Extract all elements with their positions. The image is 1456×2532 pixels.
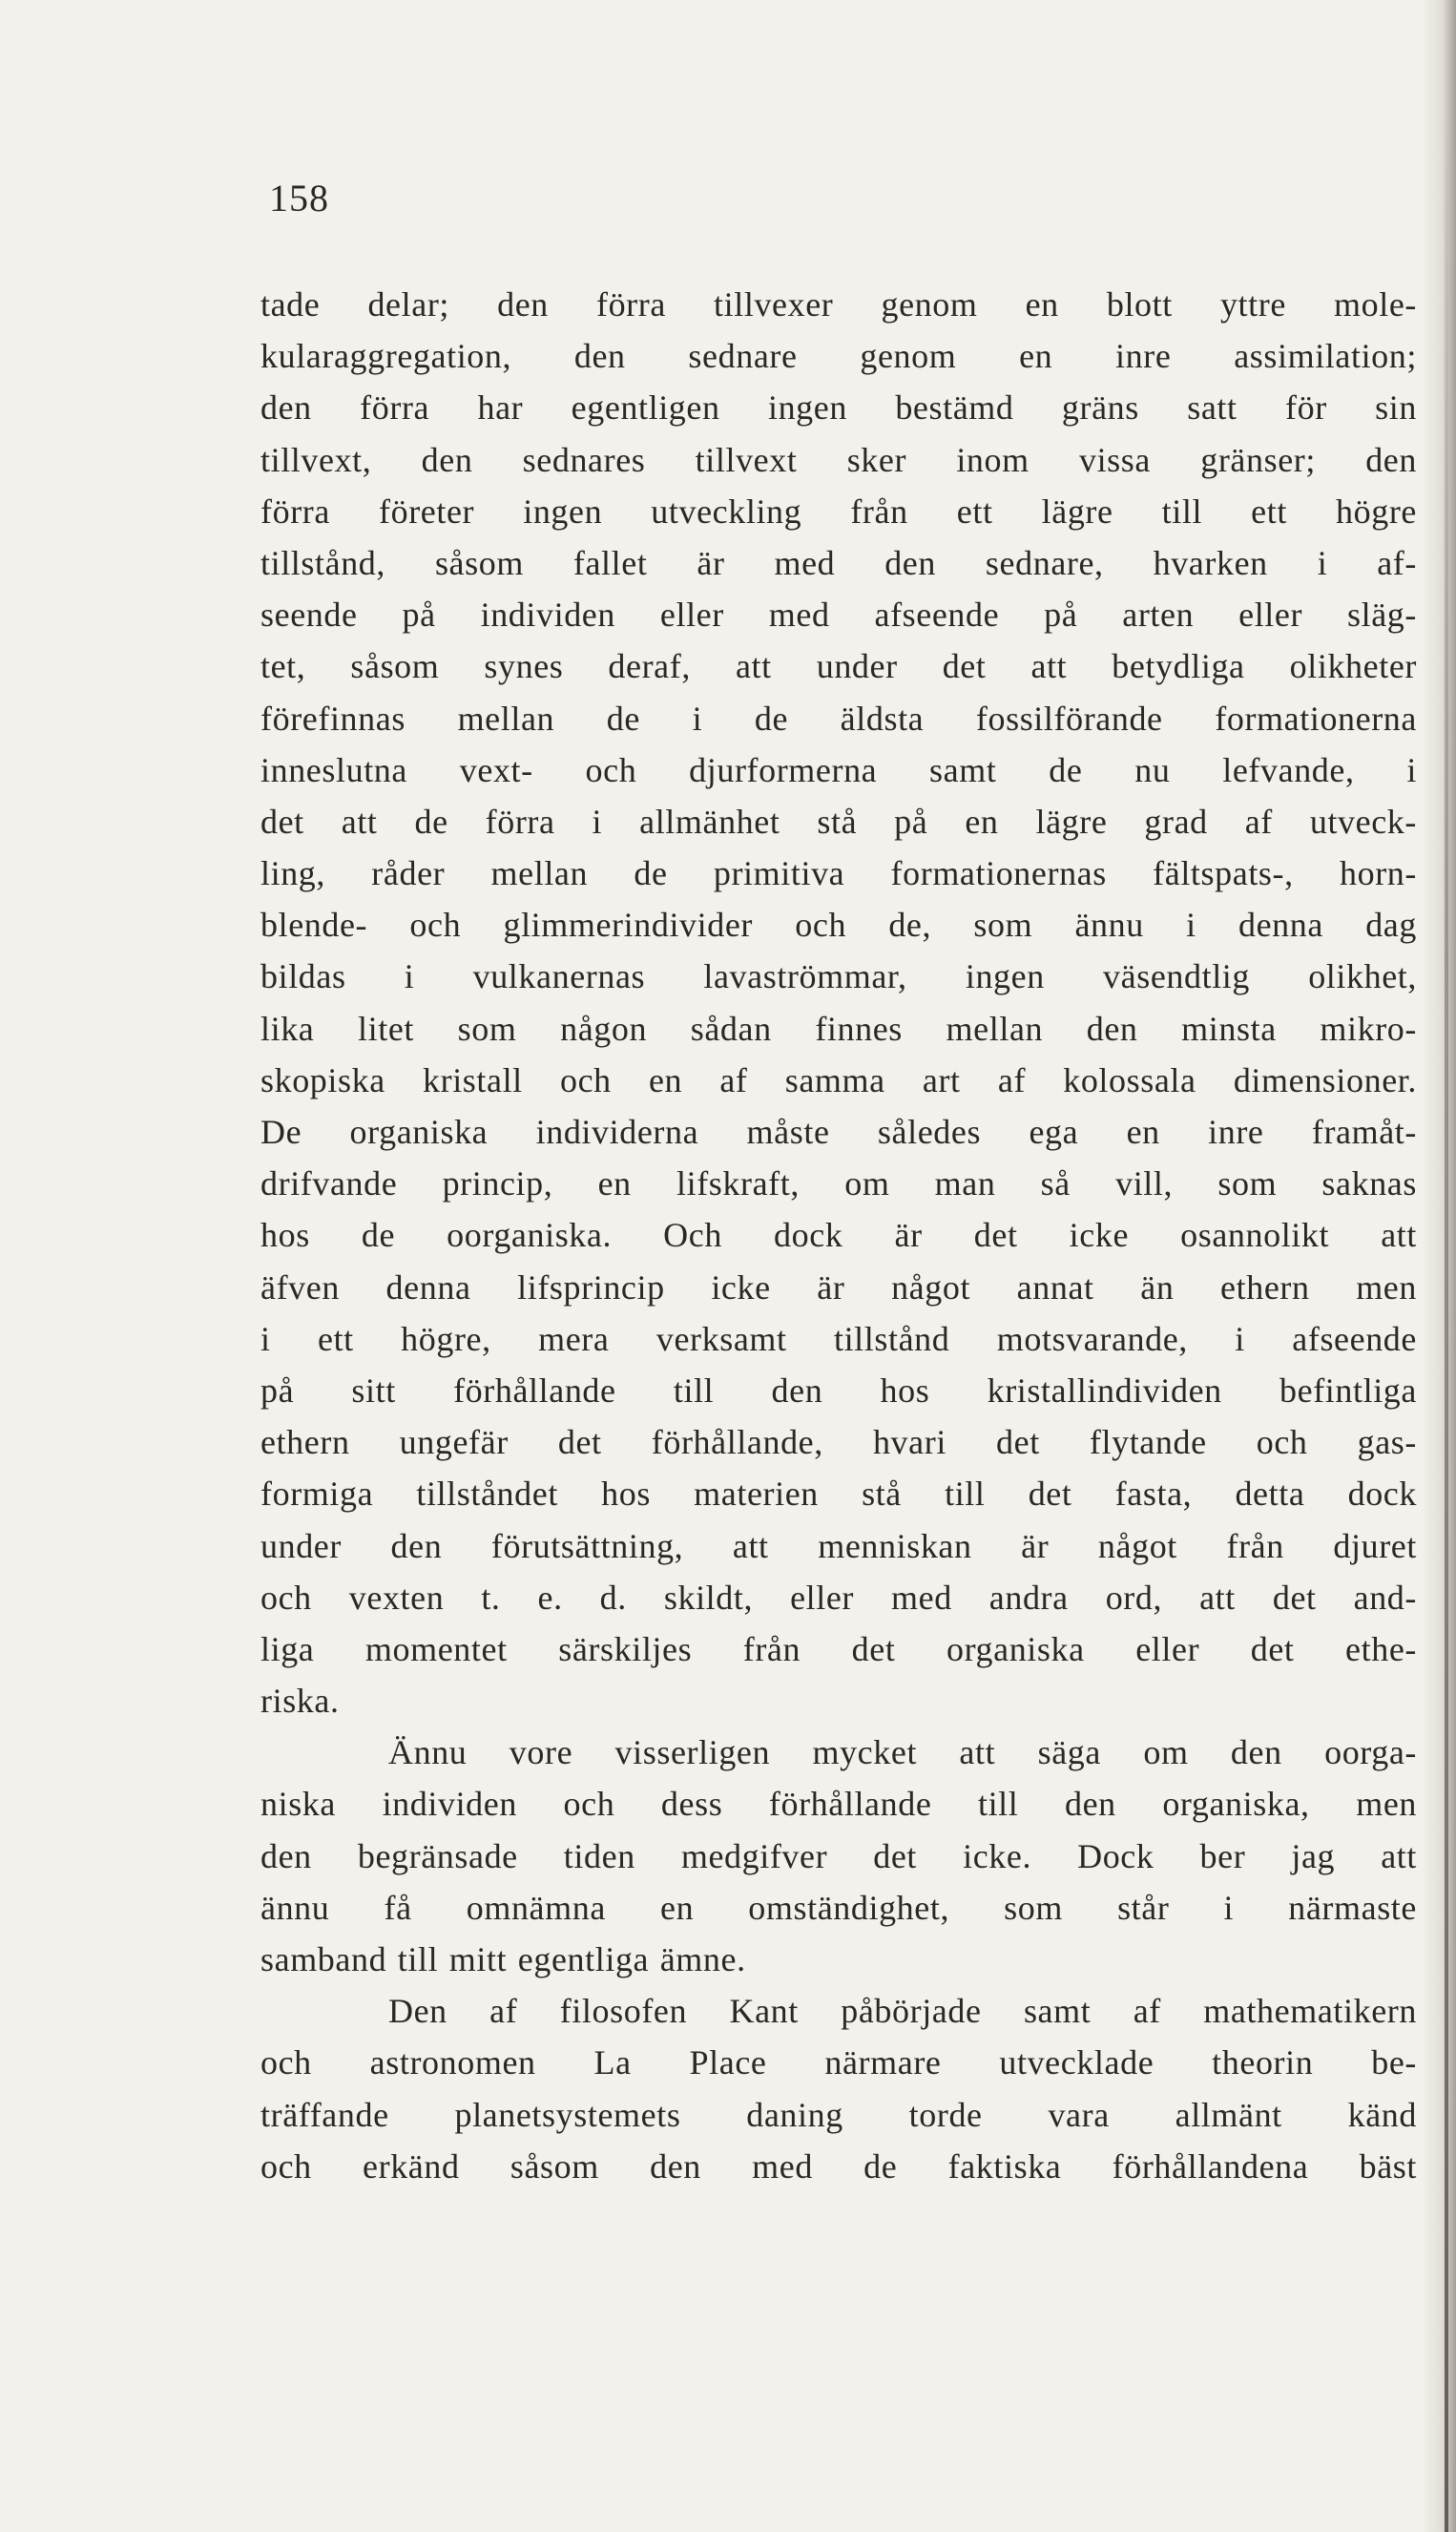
text-line: ling, råder mellan de primitiva formationernas fältspats-, horn- [260, 854, 1417, 893]
text-line: blende- och glimmerindivider och de, som ännu i denna dag [260, 906, 1417, 945]
text-line: inneslutna vext- och djurformerna samt de nu lefvande, i [260, 750, 1417, 789]
text-line: tade delar; den förra tillvexer genom en blott yttre mole- [260, 285, 1417, 324]
text-line: i ett högre, mera verksamt tillstånd motsvarande, i afseende [260, 1319, 1417, 1358]
page-binding-edge [1445, 115, 1448, 2532]
text-line: tillstånd, såsom fallet är med den sednare, hvarken i af- [260, 543, 1417, 582]
text-line: lika litet som någon sådan finnes mellan den minsta mikro- [260, 1009, 1417, 1048]
text-line: De organiska individerna måste således ega en inre framåt- [260, 1113, 1417, 1151]
text-line: den begränsade tiden medgifver det icke. Dock ber jag att [260, 1836, 1417, 1875]
text-line: och astronomen La Place närmare utvecklade theorin be- [260, 2043, 1417, 2082]
text-line: den förra har egentligen ingen bestämd gräns satt för sin [260, 388, 1417, 428]
text-line: kularaggregation, den sednare genom en inre assimilation; [260, 337, 1417, 376]
text-line: ännu få omnämna en omständighet, som står i närmaste [260, 1888, 1417, 1927]
page-number: 158 [269, 177, 329, 220]
text-line: tillvext, den sednares tillvext sker inom vissa gränser; den [260, 440, 1417, 479]
text-line: formiga tillståndet hos materien stå till det fasta, detta dock [260, 1475, 1417, 1514]
text-line: det att de förra i allmänhet stå på en lägre grad af utveck- [260, 802, 1417, 841]
page-edge-shadow [1422, 0, 1456, 2532]
text-line: seende på individen eller med afseende på arten eller släg- [260, 596, 1417, 635]
text-line: Ännu vore visserligen mycket att säga om den oorga- [388, 1733, 1417, 1772]
text-line: förefinnas mellan de i de äldsta fossilförande formationerna [260, 699, 1417, 738]
text-line: samband till mitt egentliga ämne. [260, 1940, 746, 1978]
text-line: förra företer ingen utveckling från ett lägre till ett högre [260, 492, 1417, 531]
text-line: Den af filosofen Kant påbörjade samt af mathematikern [388, 1992, 1417, 2031]
text-line: äfven denna lifsprincip icke är något annat än ethern men [260, 1267, 1417, 1307]
body-text [260, 279, 1417, 2192]
text-line: niska individen och dess förhållande till den organiska, men [260, 1785, 1417, 1824]
text-line: bildas i vulkanernas lavaströmmar, ingen väsendtlig olikhet, [260, 957, 1417, 996]
text-line: och erkänd såsom den med de faktiska förhållandena bäst [260, 2146, 1417, 2186]
text-line: tet, såsom synes deraf, att under det att betydliga olikheter [260, 647, 1417, 686]
text-line: drifvande princip, en lifskraft, om man så vill, som saknas [260, 1164, 1417, 1203]
text-line: liga momentet särskiljes från det organiska eller det ethe- [260, 1629, 1417, 1668]
text-line: riska. [260, 1682, 340, 1721]
text-line: ethern ungefär det förhållande, hvari det flytande och gas- [260, 1423, 1417, 1462]
text-line: och vexten t. e. d. skildt, eller med andra ord, att det and- [260, 1578, 1417, 1617]
text-line: hos de oorganiska. Och dock är det icke osannolikt att [260, 1216, 1417, 1255]
text-line: träffande planetsystemets daning torde vara allmänt känd [260, 2095, 1417, 2134]
text-line: under den förutsättning, att menniskan är något från djuret [260, 1526, 1417, 1565]
text-line: skopiska kristall och en af samma art af kolossala dimensioner. [260, 1060, 1417, 1099]
text-line: på sitt förhållande till den hos kristallindividen befintliga [260, 1371, 1417, 1410]
